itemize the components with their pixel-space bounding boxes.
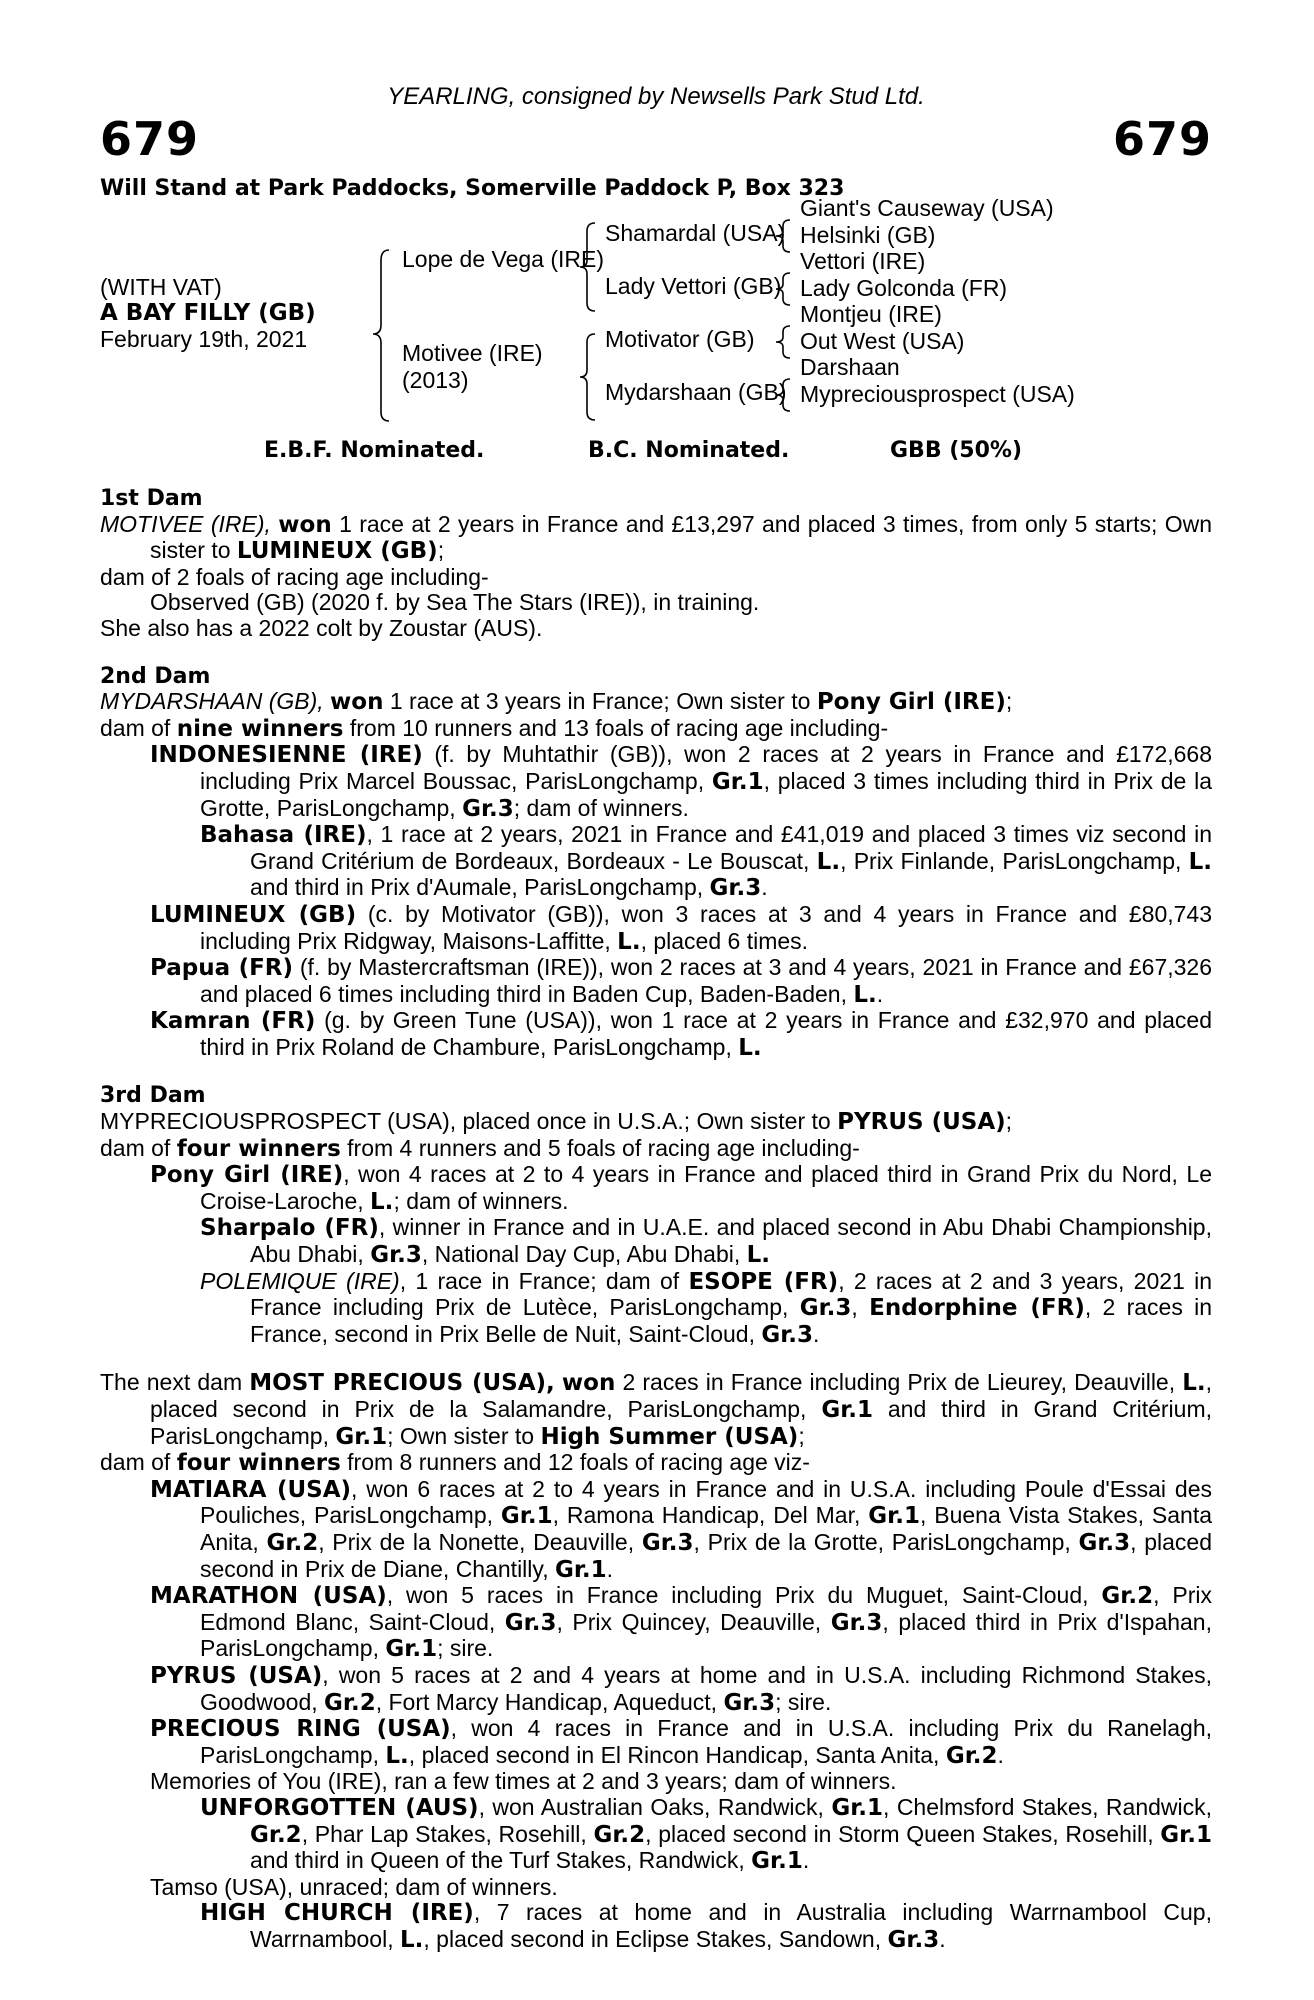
produce-bahasa: Bahasa (IRE), 1 race at 2 years, 2021 in France and £41,019 and placed 3 times viz second in Grand Critérium de Bordeaux, Bordeaux - Le Bouscat, L., Prix Finlande, ParisLongchamp, L. and third in Prix d'Aumale, ParisLongchamp, Gr.3. — [200, 821, 1213, 902]
gg-sire-3: Montjeu (IRE) — [800, 301, 942, 327]
dam-sire: Motivator (GB) — [605, 326, 755, 352]
fourth-dam-section — [100, 1370, 1212, 1953]
second-dam-produce-intro: dam of nine winners from 10 runners and 13 foals of racing age including- — [100, 714, 889, 742]
produce-marathon: MARATHON (USA), won 5 races in France including Prix du Muguet, Saint-Cloud, Gr.2, Prix Edmond Blanc, Saint-Cloud, Gr.3, Prix Quincey, Deauville, Gr.3, placed third in Prix d'Ispahan, ParisLongchamp, Gr.1; sire. — [150, 1582, 1213, 1663]
produce-matiara: MATIARA (USA), won 6 races at 2 to 4 years in France and in U.S.A. including Poule d'Essai des Pouliches, ParisLongchamp, Gr.1, Ramona Handicap, Del Mar, Gr.1, Buena Vista Stakes, Santa Anita, Gr.2, Prix de la Nonette, Deauville, Gr.3, Prix de la Grotte, ParisLongchamp, Gr.3, placed second in Prix de Diane, Chantilly, Gr.1. — [150, 1475, 1213, 1583]
fourth-dam-record: The next dam MOST PRECIOUS (USA), won 2 races in France including Prix de Lieurey, Deauville, L., placed second in Prix de la Salamandre, ParisLongchamp, Gr.1 and third in Grand Critérium, ParisLongchamp, Gr.1; Own sister to High Summer (USA); — [100, 1369, 1213, 1450]
third-dam-record: MYPRECIOUSPROSPECT (USA), placed once in U.S.A.; Own sister to PYRUS (USA); — [100, 1108, 1013, 1136]
ebf-nomination: E.B.F. Nominated. — [264, 438, 485, 463]
first-dam-section — [100, 486, 1212, 642]
gbb-rating: GBB (50%) — [890, 438, 1023, 463]
bc-nomination: B.C. Nominated. — [588, 438, 790, 463]
produce-papua: Papua (FR) (f. by Mastercraftsman (IRE)), won 2 races at 3 and 4 years, 2021 in France and £67,326 and placed 6 times including third in Baden Cup, Baden-Baden, L.. — [150, 954, 1213, 1008]
second-dam-section — [100, 664, 1212, 1062]
lot-number-right: 679 — [1112, 112, 1212, 166]
dam-dam: Mydarshaan (GB) — [605, 379, 787, 405]
lot-number-left: 679 — [100, 112, 200, 166]
gg-dam-4: Mypreciousprospect (USA) — [800, 381, 1075, 407]
gg-dam-3: Out West (USA) — [800, 328, 965, 354]
sire-dam: Lady Vettori (GB) — [605, 273, 782, 299]
produce-unforgotten: UNFORGOTTEN (AUS), won Australian Oaks, Randwick, Gr.1, Chelmsford Stakes, Randwick, Gr.2, Phar Lap Stakes, Rosehill, Gr.2, placed second in Storm Queen Stakes, Rosehill, Gr.1 and third in Queen of the Turf Stakes, Randwick, Gr.1. — [200, 1793, 1213, 1875]
first-dam-record: MOTIVEE (IRE), won 1 race at 2 years in France and £13,297 and placed 3 times, from only 5 starts; Own sister to LUMINEUX (GB); — [100, 510, 1213, 565]
produce-indonesienne: INDONESIENNE (IRE) (f. by Muhtathir (GB)), won 2 races at 2 years in France and £172,668 including Prix Marcel Boussac, ParisLongchamp, Gr.1, placed 3 times including third in Prix de la Grotte, ParisLongchamp, Gr.3; dam of winners. — [150, 741, 1213, 822]
pedigree-details — [100, 486, 1212, 1975]
produce-tamso: Tamso (USA), unraced; dam of winners. — [150, 1873, 558, 1900]
first-dam-note: She also has a 2022 colt by Zoustar (AUS). — [100, 614, 543, 641]
dam-name: Motivee (IRE) — [402, 340, 543, 366]
first-dam-foal: Observed (GB) (2020 f. by Sea The Stars (IRE)), in training. — [150, 589, 760, 616]
fourth-dam-produce-intro: dam of four winners from 8 runners and 12 foals of racing age viz- — [100, 1449, 810, 1477]
first-dam-heading: 1st Dam — [100, 486, 203, 511]
produce-polemique: POLEMIQUE (IRE), 1 race in France; dam of ESOPE (FR), 2 races at 2 and 3 years, 2021 in France including Prix de Lutèce, ParisLongchamp, Gr.3, Endorphine (FR), 2 races in France, second in Prix Belle de Nuit, Saint-Cloud, Gr.3. — [200, 1267, 1213, 1348]
second-dam-record: MYDARSHAAN (GB), won 1 race at 3 years in France; Own sister to Pony Girl (IRE); — [100, 688, 1013, 716]
consignment-line: YEARLING, consigned by Newsells Park Stud Ltd. — [387, 83, 925, 110]
gg-dam-2: Lady Golconda (FR) — [800, 275, 1008, 301]
gg-dam-1: Helsinki (GB) — [800, 222, 936, 248]
stand-location: Will Stand at Park Paddocks, Somerville Paddock P, Box 323 — [100, 176, 845, 201]
gg-sire-4: Darshaan — [800, 354, 900, 380]
produce-kamran: Kamran (FR) (g. by Green Tune (USA)), won 1 race at 2 years in France and £32,970 and placed third in Prix Roland de Chambure, ParisLongchamp, L. — [150, 1007, 1213, 1061]
dam-year: (2013) — [402, 367, 469, 393]
produce-pony-girl: Pony Girl (IRE), won 4 races at 2 to 4 years in France and placed third in Grand Prix du Nord, Le Croise-Laroche, L.; dam of winners. — [150, 1161, 1212, 1215]
gg-sire-2: Vettori (IRE) — [800, 248, 926, 274]
vat-label: (WITH VAT) — [100, 274, 222, 300]
first-dam-produce-intro: dam of 2 foals of racing age including- — [100, 563, 489, 590]
produce-pyrus: PYRUS (USA), won 5 races at 2 and 4 years at home and in U.S.A. including Richmond Stakes, Goodwood, Gr.2, Fort Marcy Handicap, Aqueduct, Gr.3; sire. — [150, 1661, 1212, 1716]
third-dam-produce-intro: dam of four winners from 4 runners and 5 foals of racing age including- — [100, 1134, 860, 1162]
third-dam-heading: 3rd Dam — [100, 1083, 206, 1109]
sire-sire: Shamardal (USA) — [605, 220, 786, 246]
second-dam-heading: 2nd Dam — [100, 663, 211, 689]
gg-sire-1: Giant's Causeway (USA) — [800, 195, 1054, 221]
produce-high-church: HIGH CHURCH (IRE), 7 races at home and in Australia including Warrnambool Cup, Warrnambool, L., placed second in Eclipse Stakes, Sandown, Gr.3. — [200, 1899, 1212, 1953]
produce-sharpalo: Sharpalo (FR), winner in France and in U.A.E. and placed second in Abu Dhabi Championship, Abu Dhabi, Gr.3, National Day Cup, Abu Dhabi, L. — [200, 1214, 1212, 1269]
produce-precious-ring: PRECIOUS RING (USA), won 4 races in France and in U.S.A. including Prix du Ranelagh, ParisLongchamp, L., placed second in El Rincon Handicap, Santa Anita, Gr.2. — [150, 1715, 1213, 1769]
produce-lumineux: LUMINEUX (GB) (c. by Motivator (GB)), won 3 races at 3 and 4 years in France and £80,743 including Prix Ridgway, Maisons-Laffitte, L., placed 6 times. — [150, 900, 1213, 955]
pedigree-table — [100, 195, 1212, 430]
third-dam-section — [100, 1083, 1212, 1348]
foaling-date: February 19th, 2021 — [100, 326, 308, 352]
nominations-row — [100, 438, 1212, 468]
lot-name: A BAY FILLY (GB) — [100, 300, 316, 326]
sire-name: Lope de Vega (IRE) — [402, 246, 605, 272]
produce-memories-of-you: Memories of You (IRE), ran a few times at 2 and 3 years; dam of winners. — [150, 1768, 897, 1795]
